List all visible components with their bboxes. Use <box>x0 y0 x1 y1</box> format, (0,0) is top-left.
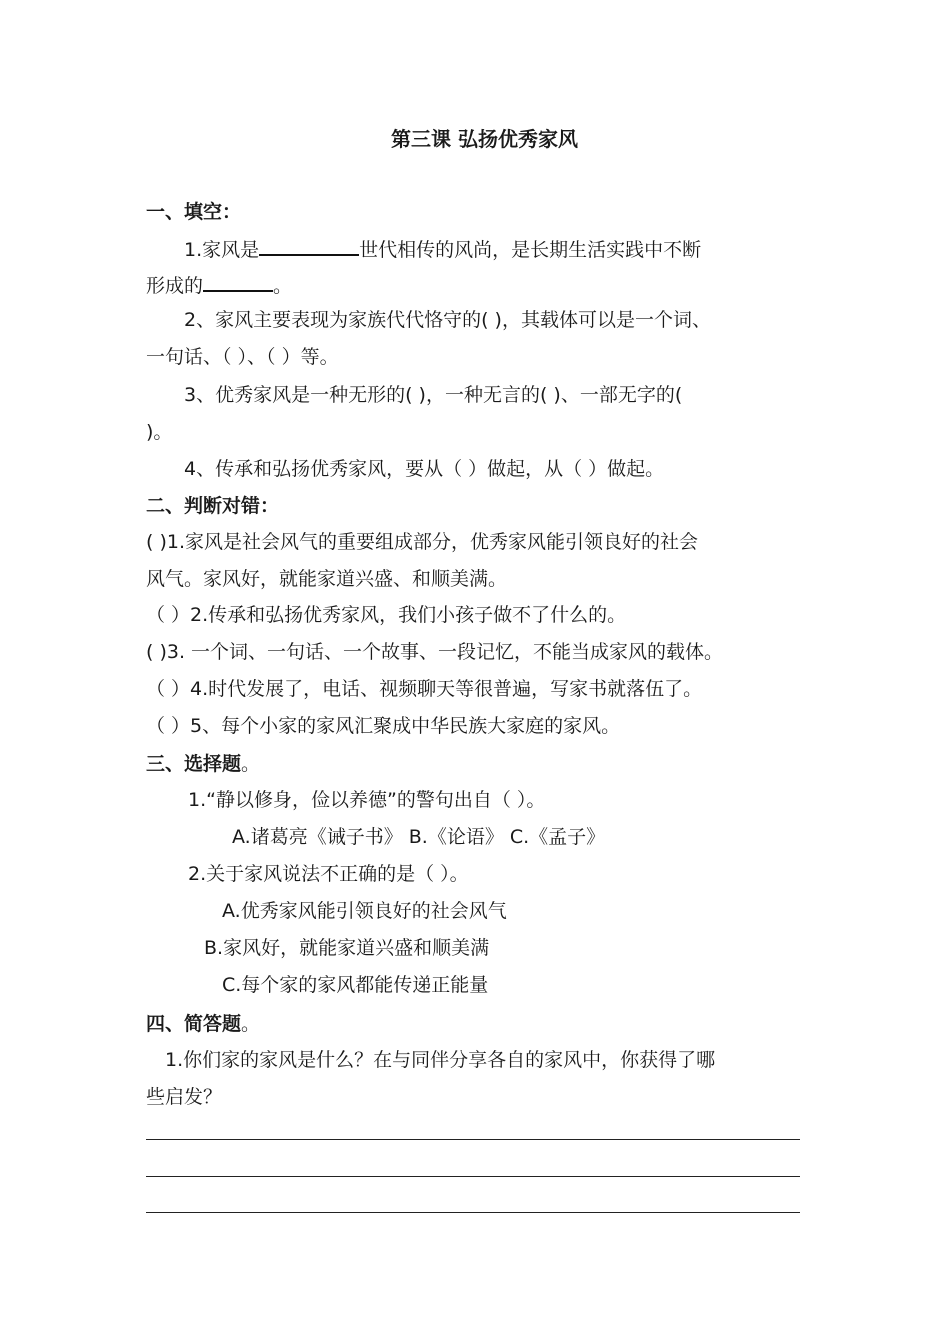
true-false-item: 风气。家风好，就能家道兴盛、和顺美满。 <box>146 568 508 590</box>
choice-question-1-options: A.诸葛亮《诫子书》 B.《论语》 C.《孟子》 <box>232 826 606 848</box>
choice-option-c: C.每个家的家风都能传递正能量 <box>222 974 489 996</box>
fill-question-1-part-d: 。 <box>273 275 293 297</box>
true-false-item: （ ）2.传承和弘扬优秀家风，我们小孩子做不了什么的。 <box>146 604 627 626</box>
answer-blank[interactable] <box>203 272 273 292</box>
section-heading-punct: 。 <box>241 1013 261 1035</box>
section-heading-short-answer <box>146 1012 260 1036</box>
section-heading-punct: 。 <box>241 753 261 775</box>
fill-question-1-continued <box>146 272 292 296</box>
choice-question-1: 1.“静以修身，俭以养德”的警句出自（ ）。 <box>188 789 546 811</box>
true-false-item: ( )1.家风是社会风气的重要组成部分，优秀家风能引领良好的社会 <box>146 531 698 553</box>
fill-question-1 <box>184 236 701 260</box>
section-heading-label: 三、选择题 <box>146 753 242 775</box>
fill-question-1-part-c: 形成的 <box>146 275 204 297</box>
section-heading-fill-blank: 一、填空： <box>146 201 242 223</box>
fill-question-2: 2、家风主要表现为家族代代恪守的( )，其载体可以是一个词、 <box>184 309 711 331</box>
fill-question-1-part-b: 世代相传的风尚，是长期生活实践中不断 <box>359 239 702 261</box>
true-false-item: （ ）5、每个小家的家风汇聚成中华民族大家庭的家风。 <box>146 715 621 737</box>
choice-question-2: 2.关于家风说法不正确的是（ ）。 <box>188 863 469 885</box>
choice-option-a: A.优秀家风能引领良好的社会风气 <box>222 900 507 922</box>
short-answer-question-1-continued: 些启发？ <box>146 1086 223 1108</box>
section-heading-label: 四、简答题 <box>146 1013 242 1035</box>
fill-question-3: 3、优秀家风是一种无形的( )，一种无言的( )、一部无字的( <box>184 384 683 406</box>
fill-question-2-continued: 一句话、（ ）、（ ）等。 <box>146 346 339 368</box>
answer-line[interactable] <box>146 1139 800 1140</box>
section-heading-true-false: 二、判断对错： <box>146 495 280 517</box>
section-heading-multiple-choice <box>146 752 260 776</box>
fill-question-1-part-a: 1.家风是 <box>184 239 260 261</box>
page-title: 第三课 弘扬优秀家风 <box>391 127 578 151</box>
answer-line[interactable] <box>146 1176 800 1177</box>
true-false-item: ( )3. 一个词、一句话、一个故事、一段记忆，不能当成家风的载体。 <box>146 641 724 663</box>
answer-blank[interactable] <box>259 236 359 256</box>
fill-question-3-continued: )。 <box>146 421 173 443</box>
fill-question-4: 4、传承和弘扬优秀家风，要从（ ）做起，从（ ）做起。 <box>184 458 665 480</box>
short-answer-question-1: 1.你们家的家风是什么？在与同伴分享各自的家风中，你获得了哪 <box>165 1049 716 1071</box>
choice-option-b: B.家风好，就能家道兴盛和顺美满 <box>204 937 490 959</box>
answer-line[interactable] <box>146 1212 800 1213</box>
true-false-item: （ ）4.时代发展了，电话、视频聊天等很普遍，写家书就落伍了。 <box>146 678 703 700</box>
